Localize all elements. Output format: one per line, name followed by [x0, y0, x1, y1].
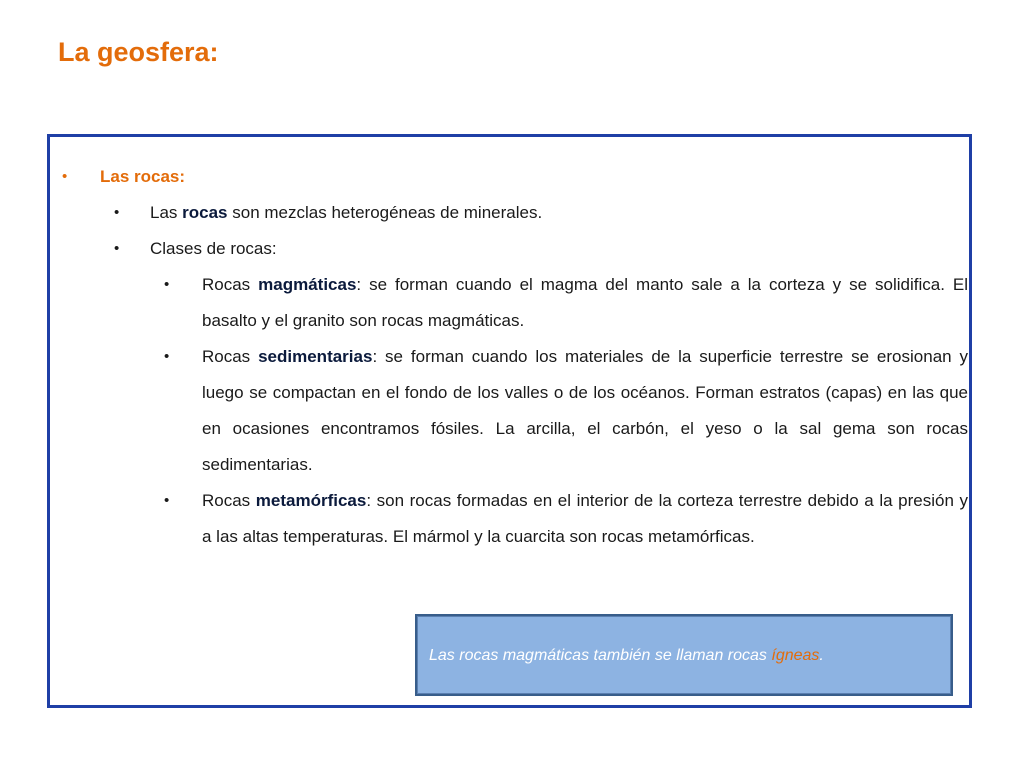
definition-suffix: son mezclas heterogéneas de minerales.	[227, 203, 543, 222]
class-keyword-metamorphic: metamórficas	[255, 491, 367, 510]
sedimentary-text	[202, 339, 968, 483]
metamorphic-text	[202, 483, 968, 555]
definition-prefix: Las	[150, 203, 183, 222]
section-heading: Las rocas:	[100, 167, 186, 186]
definition-keyword: rocas	[182, 203, 228, 222]
classes-label: Clases de rocas:	[150, 239, 277, 258]
note-highlight: ígneas	[771, 647, 820, 664]
class-description: : se forman cuando los materiales de la superficie terrestre se erosionan y luego se compactan en el fondo de los valles o de los océanos. Forman estratos (capas) en las que en ocasiones encontramos fósiles. La arcilla, el carbón, el yeso o la sal gema son rocas sedimentarias.	[202, 347, 968, 474]
class-description: : se forman cuando el magma del manto sale a la corteza y se solidifica. El basalto y el granito son rocas magmáticas.	[202, 275, 968, 330]
class-keyword-sedimentary: sedimentarias	[258, 347, 373, 366]
note-body: Las rocas magmáticas también se llaman rocas	[429, 647, 772, 664]
bullet-icon: •	[62, 168, 68, 185]
class-prefix: Rocas	[202, 275, 259, 294]
slide-title: La geosfera:	[58, 37, 219, 67]
class-prefix: Rocas	[202, 347, 259, 366]
bullet-icon: •	[164, 276, 170, 293]
note-end: .	[819, 647, 824, 664]
bullet-icon: •	[164, 492, 170, 509]
note-text	[429, 647, 824, 665]
definition-text	[150, 195, 542, 231]
class-prefix: Rocas	[202, 491, 256, 510]
class-keyword-magmatic: magmáticas	[258, 275, 357, 294]
bullet-icon: •	[114, 204, 120, 221]
class-description: : son rocas formadas en el interior de la corteza terrestre debido a la presión y a las altas temperaturas. El mármol y la cuarcita son rocas metamórficas.	[202, 491, 968, 546]
magmatic-text	[202, 267, 968, 339]
bullet-icon: •	[164, 348, 170, 365]
note-callout	[415, 614, 953, 696]
bullet-icon: •	[114, 240, 120, 257]
